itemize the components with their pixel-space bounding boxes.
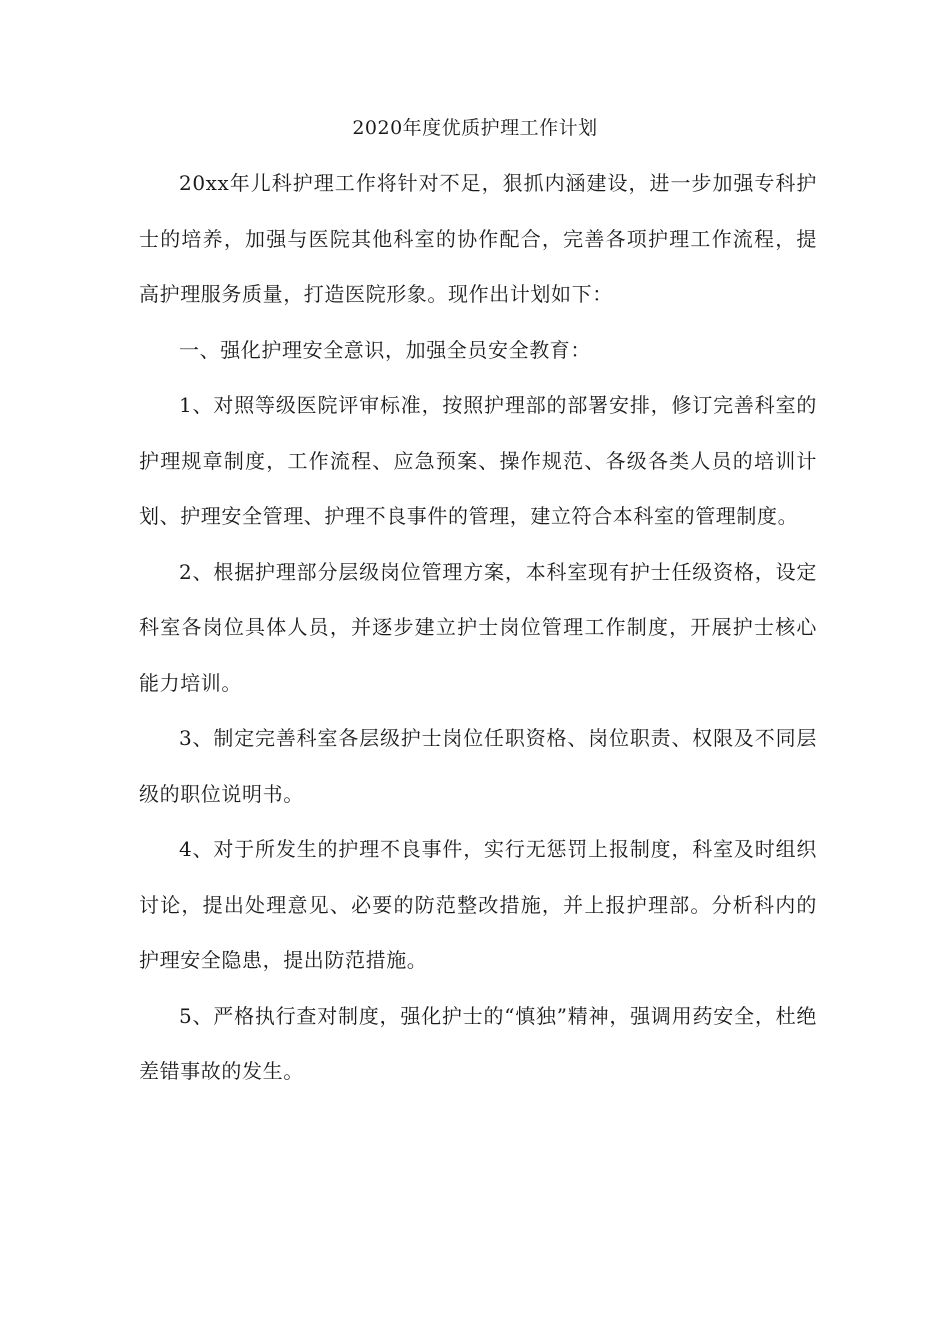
paragraph-item-5: 5、严格执行查对制度，强化护士的“慎独”精神，强调用药安全，杜绝差错事故的发生。 xyxy=(139,1003,817,1083)
paragraph-section-heading: 一、强化护理安全意识，加强全员安全教育： xyxy=(179,337,591,362)
document-body xyxy=(139,156,817,1100)
document-title: 2020年度优质护理工作计划 xyxy=(352,117,598,139)
paragraph-intro: 20xx年儿科护理工作将针对不足，狠抓内涵建设，进一步加强专科护士的培养，加强与医院其他科室的协作配合，完善各项护理工作流程，提高护理服务质量，打造医院形象。现作出计划如下： xyxy=(139,171,817,306)
paragraph-item-2: 2、根据护理部分层级岗位管理方案，本科室现有护士任级资格，设定科室各岗位具体人员，并逐步建立护士岗位管理工作制度，开展护士核心能力培训。 xyxy=(139,559,817,695)
paragraph-item-1: 1、对照等级医院评审标准，按照护理部的部署安排，修订完善科室的护理规章制度，工作流程、应急预案、操作规范、各级各类人员的培训计划、护理安全管理、护理不良事件的管理，建立符合本科室的管理制度。 xyxy=(139,393,817,528)
paragraph-item-4: 4、对于所发生的护理不良事件，实行无惩罚上报制度，科室及时组织讨论，提出处理意见、必要的防范整改措施，并上报护理部。分析科内的护理安全隐患，提出防范措施。 xyxy=(139,837,817,972)
paragraph-item-3: 3、制定完善科室各层级护士岗位任职资格、岗位职责、权限及不同层级的职位说明书。 xyxy=(139,726,817,806)
